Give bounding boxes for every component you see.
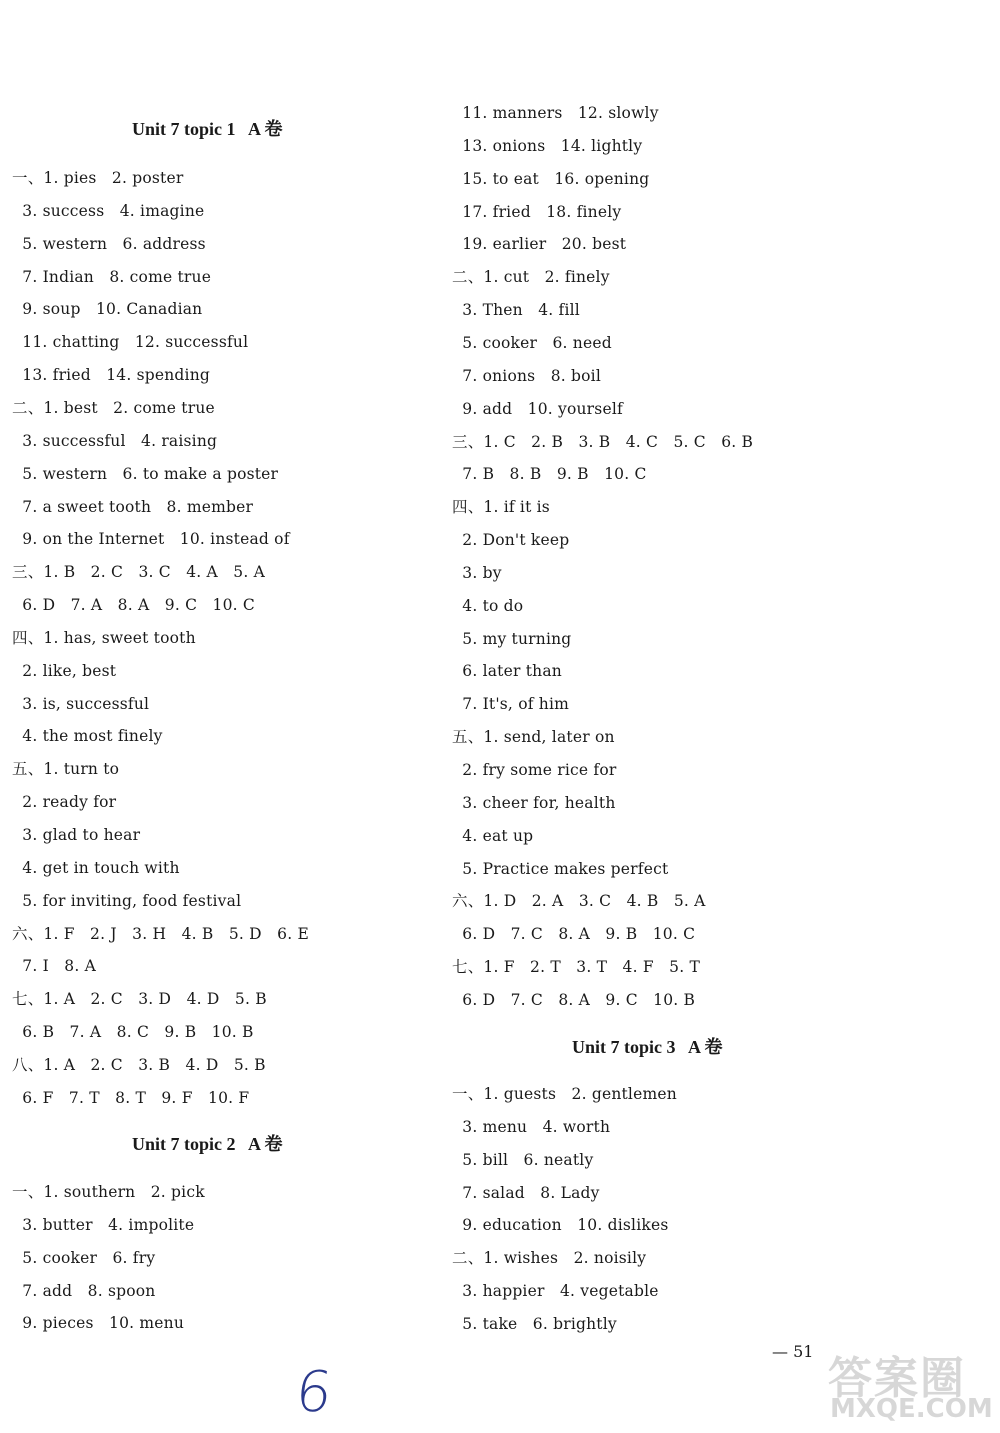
answer-line: 11. manners 12. slowly — [452, 104, 659, 122]
answer-line: 3. success 4. imagine — [12, 201, 205, 220]
answer-line: 2. like, best — [12, 661, 117, 680]
answer-line: 6. D 7. C 8. A 9. B 10. C — [452, 925, 696, 944]
answer-line: 7. onions 8. boil — [452, 366, 601, 385]
answer-line: 5. take 6. brightly — [452, 1314, 617, 1333]
answer-line: 7. It's, of him — [452, 695, 570, 714]
answer-line: 一、1. guests 2. gentlemen — [452, 1085, 677, 1103]
answer-line: 3. successful 4. raising — [12, 431, 218, 450]
answer-line: 五、1. turn to — [12, 760, 120, 779]
answer-line: 3. happier 4. vegetable — [452, 1282, 659, 1301]
watermark-url: MXQE.COM — [830, 1394, 993, 1424]
answer-line: 一、1. southern 2. pick — [12, 1183, 205, 1201]
answer-line: 11. chatting 12. successful — [12, 333, 249, 352]
answer-line: 五、1. send, later on — [452, 728, 615, 747]
answer-line: 13. onions 14. lightly — [452, 136, 643, 155]
answer-line: 2. fry some rice for — [452, 761, 617, 779]
answer-line: 二、1. cut 2. finely — [452, 268, 610, 287]
watermark-logo — [820, 1336, 1000, 1433]
answer-line: 3. Then 4. fill — [452, 301, 580, 320]
answer-line: 二、1. wishes 2. noisily — [452, 1249, 647, 1268]
answer-line: 5. for inviting, food festival — [12, 891, 242, 910]
answer-line: 6. D 7. C 8. A 9. C 10. B — [452, 990, 696, 1009]
page-number: — 51 — [772, 1342, 814, 1361]
answer-line: 4. get in touch with — [12, 858, 180, 877]
watermark-text: 答案圈 — [828, 1353, 966, 1404]
answer-line: 7. a sweet tooth 8. member — [12, 497, 254, 516]
answer-line: 4. eat up — [452, 826, 534, 845]
answer-line: 3. cheer for, health — [452, 793, 616, 812]
answer-line: 7. B 8. B 9. B 10. C — [452, 465, 647, 484]
section-heading: Unit 7 topic 1 A 卷 — [132, 119, 283, 139]
answer-line: 15. to eat 16. opening — [452, 169, 650, 188]
answer-line: 7. add 8. spoon — [12, 1281, 156, 1300]
answer-line: 5. cooker 6. need — [452, 333, 612, 352]
answer-line: 二、1. best 2. come true — [12, 398, 215, 417]
answer-line: 6. later than — [452, 662, 562, 681]
answer-line: 17. fried 18. finely — [452, 202, 622, 221]
answer-line: 六、1. F 2. J 3. H 4. B 5. D 6. E — [12, 924, 310, 943]
answer-line: 9. pieces 10. menu — [12, 1314, 185, 1333]
answer-line: 5. bill 6. neatly — [452, 1150, 594, 1169]
answer-line: 四、1. has, sweet tooth — [12, 628, 196, 647]
answer-line: 6. F 7. T 8. T 9. F 10. F — [12, 1088, 250, 1107]
answer-line: 9. soup 10. Canadian — [12, 300, 203, 319]
answer-line: 3. menu 4. worth — [452, 1117, 611, 1136]
answer-line: 7. salad 8. Lady — [452, 1183, 600, 1202]
answer-line: 5. Practice makes perfect — [452, 859, 669, 878]
answer-line: 2. Don't keep — [452, 531, 570, 550]
answer-line: 3. by — [452, 563, 502, 582]
answer-line: 6. D 7. A 8. A 9. C 10. C — [12, 596, 255, 615]
answer-line: 四、1. if it is — [452, 498, 550, 517]
answer-line: 七、1. F 2. T 3. T 4. F 5. T — [452, 958, 701, 977]
answer-line: 3. butter 4. impolite — [12, 1215, 195, 1234]
answer-line: 3. is, successful — [12, 694, 150, 713]
answer-line: 4. to do — [452, 596, 524, 615]
answer-line: 7. Indian 8. come true — [12, 267, 212, 286]
answer-line: 2. ready for — [12, 793, 117, 812]
answer-line: 13. fried 14. spending — [12, 366, 211, 385]
handwritten-mark: 6 — [292, 1360, 336, 1425]
answer-line: 七、1. A 2. C 3. D 4. D 5. B — [12, 990, 267, 1009]
answer-line: 5. western 6. address — [12, 234, 206, 253]
answer-line: 7. I 8. A — [12, 957, 96, 976]
answer-line: 八、1. A 2. C 3. B 4. D 5. B — [12, 1055, 266, 1074]
answer-line: 19. earlier 20. best — [452, 235, 627, 254]
section-heading: Unit 7 topic 2 A 卷 — [132, 1134, 283, 1154]
answer-line: 9. on the Internet 10. instead of — [12, 530, 290, 549]
answer-line: 9. add 10. yourself — [452, 399, 623, 418]
answer-line: 5. my turning — [452, 629, 572, 648]
answer-line: 3. glad to hear — [12, 826, 141, 844]
answer-line: 三、1. B 2. C 3. C 4. A 5. A — [12, 563, 265, 582]
answer-line: 六、1. D 2. A 3. C 4. B 5. A — [452, 892, 706, 911]
answer-line: 9. education 10. dislikes — [452, 1216, 669, 1235]
answer-line: 6. B 7. A 8. C 9. B 10. B — [12, 1023, 254, 1042]
answer-line: 4. the most finely — [12, 727, 163, 746]
section-heading: Unit 7 topic 3 A 卷 — [572, 1037, 723, 1057]
answer-line: 三、1. C 2. B 3. B 4. C 5. C 6. B — [452, 432, 754, 451]
answer-line: 一、1. pies 2. poster — [12, 169, 184, 187]
answer-line: 5. cooker 6. fry — [12, 1248, 156, 1267]
answer-line: 5. western 6. to make a poster — [12, 464, 279, 483]
